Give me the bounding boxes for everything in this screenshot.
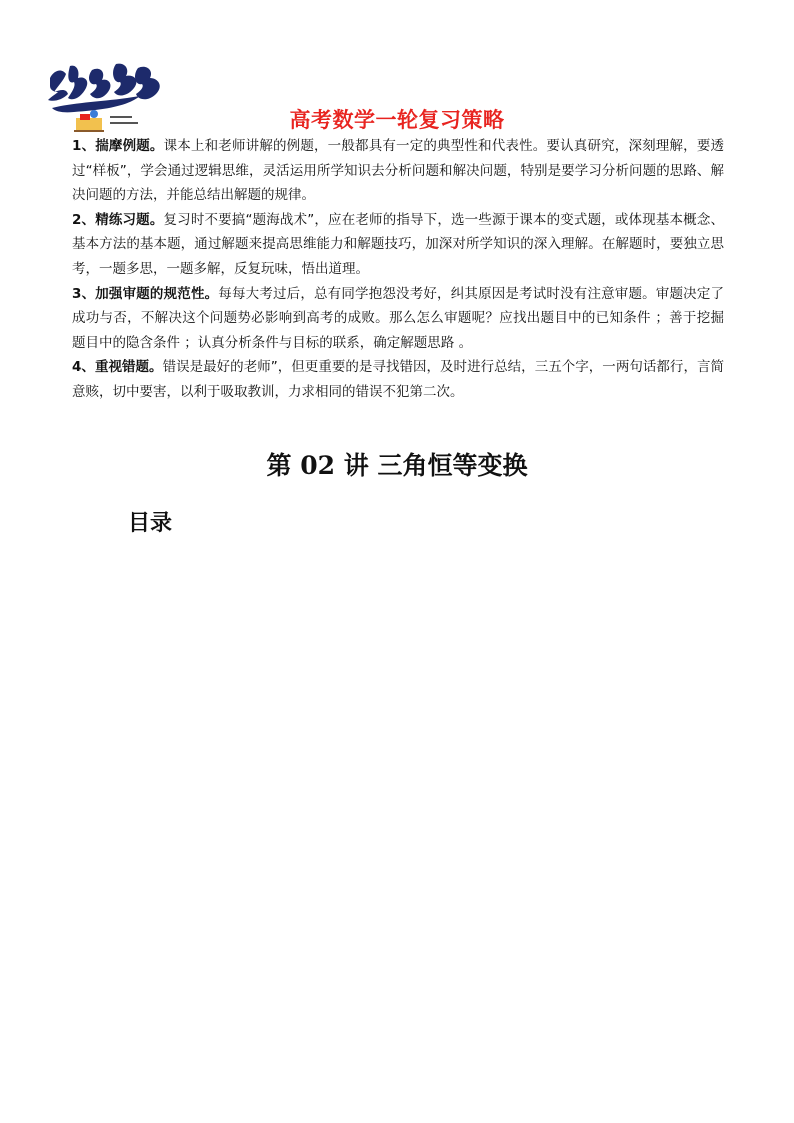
strategy-item-lead: 4、重视错题。 (72, 359, 163, 376)
strategy-item-body: 课本上和老师讲解的例题，一般都具有一定的典型性和代表性。要认真研究，深刻理解，要透过“样板”，学会通过逻辑思维，灵活运用所学知识去分析问题和解决问题，特别是要学习分析问题的思路、解决问题的方法，并能总结出解题的规律。 (72, 138, 724, 204)
strategy-item-lead: 3、加强审题的规范性。 (72, 285, 219, 302)
strategy-item-1 (72, 134, 724, 208)
strategy-item-lead: 2、精练习题。 (72, 211, 164, 228)
strategy-item-body: 每每大考过后，总有同学抱怨没考好，纠其原因是考试时没有注意审题。审题决定了成功与否，不解决这个问题势必影响到高考的成败。那么怎么审题呢？应找出题目中的已知条件 ；善于挖掘题目中的隐含条件 ；认真分析条件与目标的联系，确定解题思路 。 (72, 285, 724, 351)
lecture-title: 第 02 讲 三角恒等变换 (266, 451, 528, 480)
strategy-heading-text: 高考数学一轮复习策略 (289, 108, 505, 132)
toc-heading: 目录 (128, 511, 173, 536)
strategy-heading (0, 104, 794, 134)
strategy-item-2 (72, 208, 724, 282)
strategy-item-3 (72, 282, 724, 356)
strategy-item-4 (72, 355, 724, 404)
strategy-list (72, 134, 724, 405)
strategy-item-lead: 1、揣摩例题。 (72, 138, 164, 154)
strategy-item-body: 复习时不要搞“题海战术”，应在老师的指导下，选一些源于课本的变式题，或体现基本概念、基本方法的基本题，通过解题来提高思维能力和解题技巧，加深对所学知识的深入理解。在解题时，要独立思考，一题多思，一题多解，反复玩味，悟出道理。 (72, 211, 724, 277)
strategy-item-body: 错误是最好的老师”，但更重要的是寻找错因，及时进行总结，三五个字，一两句话都行，言简意赅，切中要害，以利于吸取教训，力求相同的错误不犯第二次。 (72, 359, 724, 400)
